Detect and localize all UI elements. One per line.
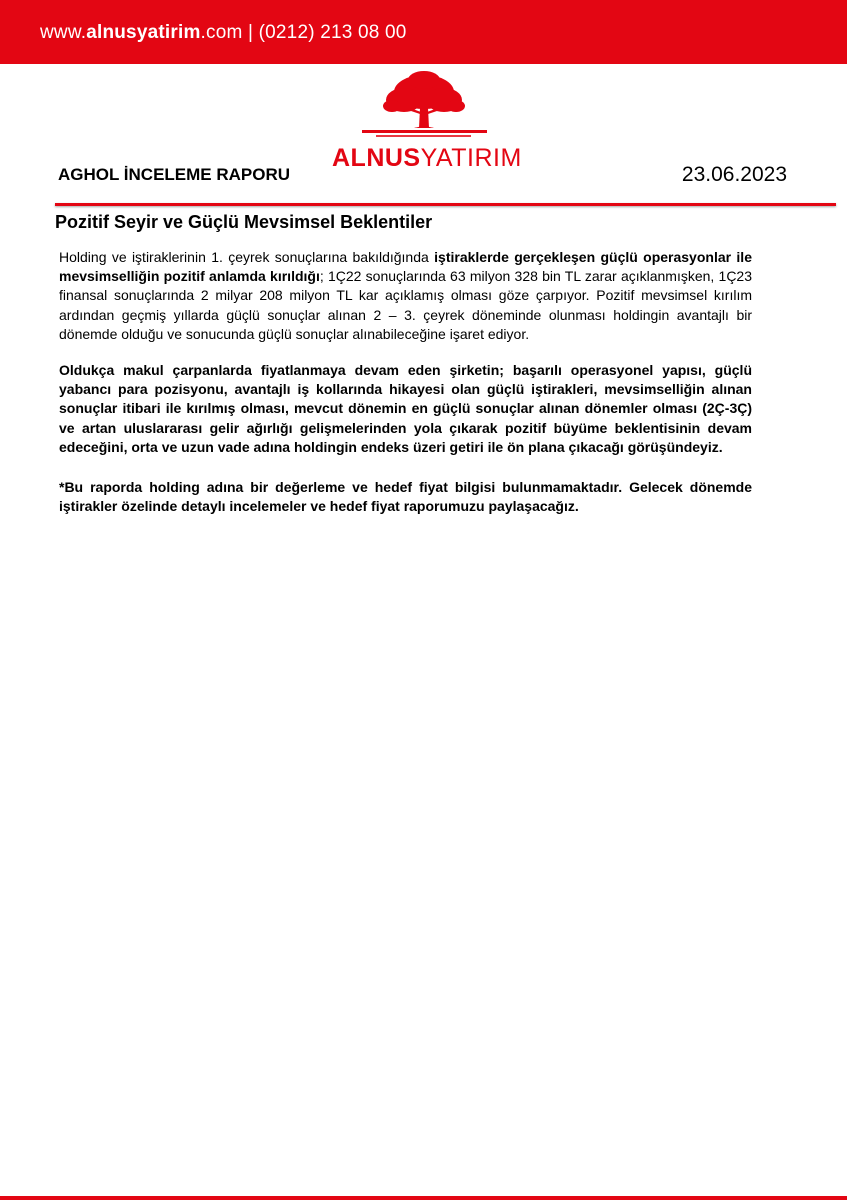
brand-name-bold: ALNUS [332, 144, 421, 172]
phone-number: (0212) 213 08 00 [258, 22, 407, 43]
paragraph-outlook: Oldukça makul çarpanlarda fiyatlanmaya devam eden şirketin; başarılı operasyonel yapısı, güçlü yabancı para pozisyonu, avantajlı iş kollarında hikayesi olan güçlü iştirakleri, mevsimselliğin alınan sonuçlar itibari ile kırılmış olması, mevcut dönemin en güçlü sonuçlar alınan dönemler olması (2Ç-3Ç) ve artan uluslararası gelir ağırlığı gelişmelerinden yola çıkarak pozitif büyüme beklentisinin devam edeceğini, orta ve uzun vade adına holdingin endeks üzeri getiri ile ön plana çıkacağı görüşündeyiz. [59, 362, 752, 455]
header-separator: | [242, 22, 259, 43]
title-divider [55, 203, 836, 206]
paragraph-summary-highlight: iştiraklerde gerçekleşen güçlü operasyonlar ile mevsimselliğin pozitif anlamda kırıldığı [59, 249, 752, 285]
report-subtitle: Pozitif Seyir ve Güçlü Mevsimsel Beklentiler [55, 212, 433, 232]
brand-wordmark [332, 144, 522, 173]
tree-icon [328, 70, 520, 144]
paragraph-summary [59, 248, 752, 344]
contact-line [40, 22, 407, 44]
paragraph-disclaimer: *Bu raporda holding adına bir değerleme ve hedef fiyat bilgisi bulunmamaktadır. Gelecek dönemde iştirakler özelinde detaylı incelemeler ve hedef fiyat raporumuzu paylaşacağız. [59, 479, 752, 515]
brand-logo [328, 70, 520, 170]
paragraph-summary-rest: ; 1Ç22 sonuçlarında 63 milyon 328 bin TL zarar açıklanmışken, 1Ç23 finansal sonuçlarında 2 milyar 208 milyon TL kar açıklamış olması göze çarpıyor. Pozitif mevsimsel kırılım ardından geçmiş yıllarda güçlü sonuçlar alınan 2 – 3. çeyrek döneminde olunması holdingin avantajlı bir dönemde olduğu ve sonucunda güçlü sonuçlar alınabileceğine işaret ediyor. [59, 268, 753, 342]
report-date: 23.06.2023 [681, 163, 787, 186]
footer-bar [0, 1196, 847, 1200]
paragraph-summary-intro: Holding ve iştiraklerinin 1. çeyrek sonuçlarına bakıldığında [59, 249, 435, 265]
website-prefix: www. [40, 22, 87, 43]
website-suffix: .com [200, 22, 243, 43]
header-bar [0, 0, 847, 64]
report-title: AGHOL İNCELEME RAPORU [58, 165, 291, 184]
brand-name-light: YATIRIM [420, 144, 522, 172]
website-domain[interactable]: alnusyatirim [86, 22, 201, 43]
